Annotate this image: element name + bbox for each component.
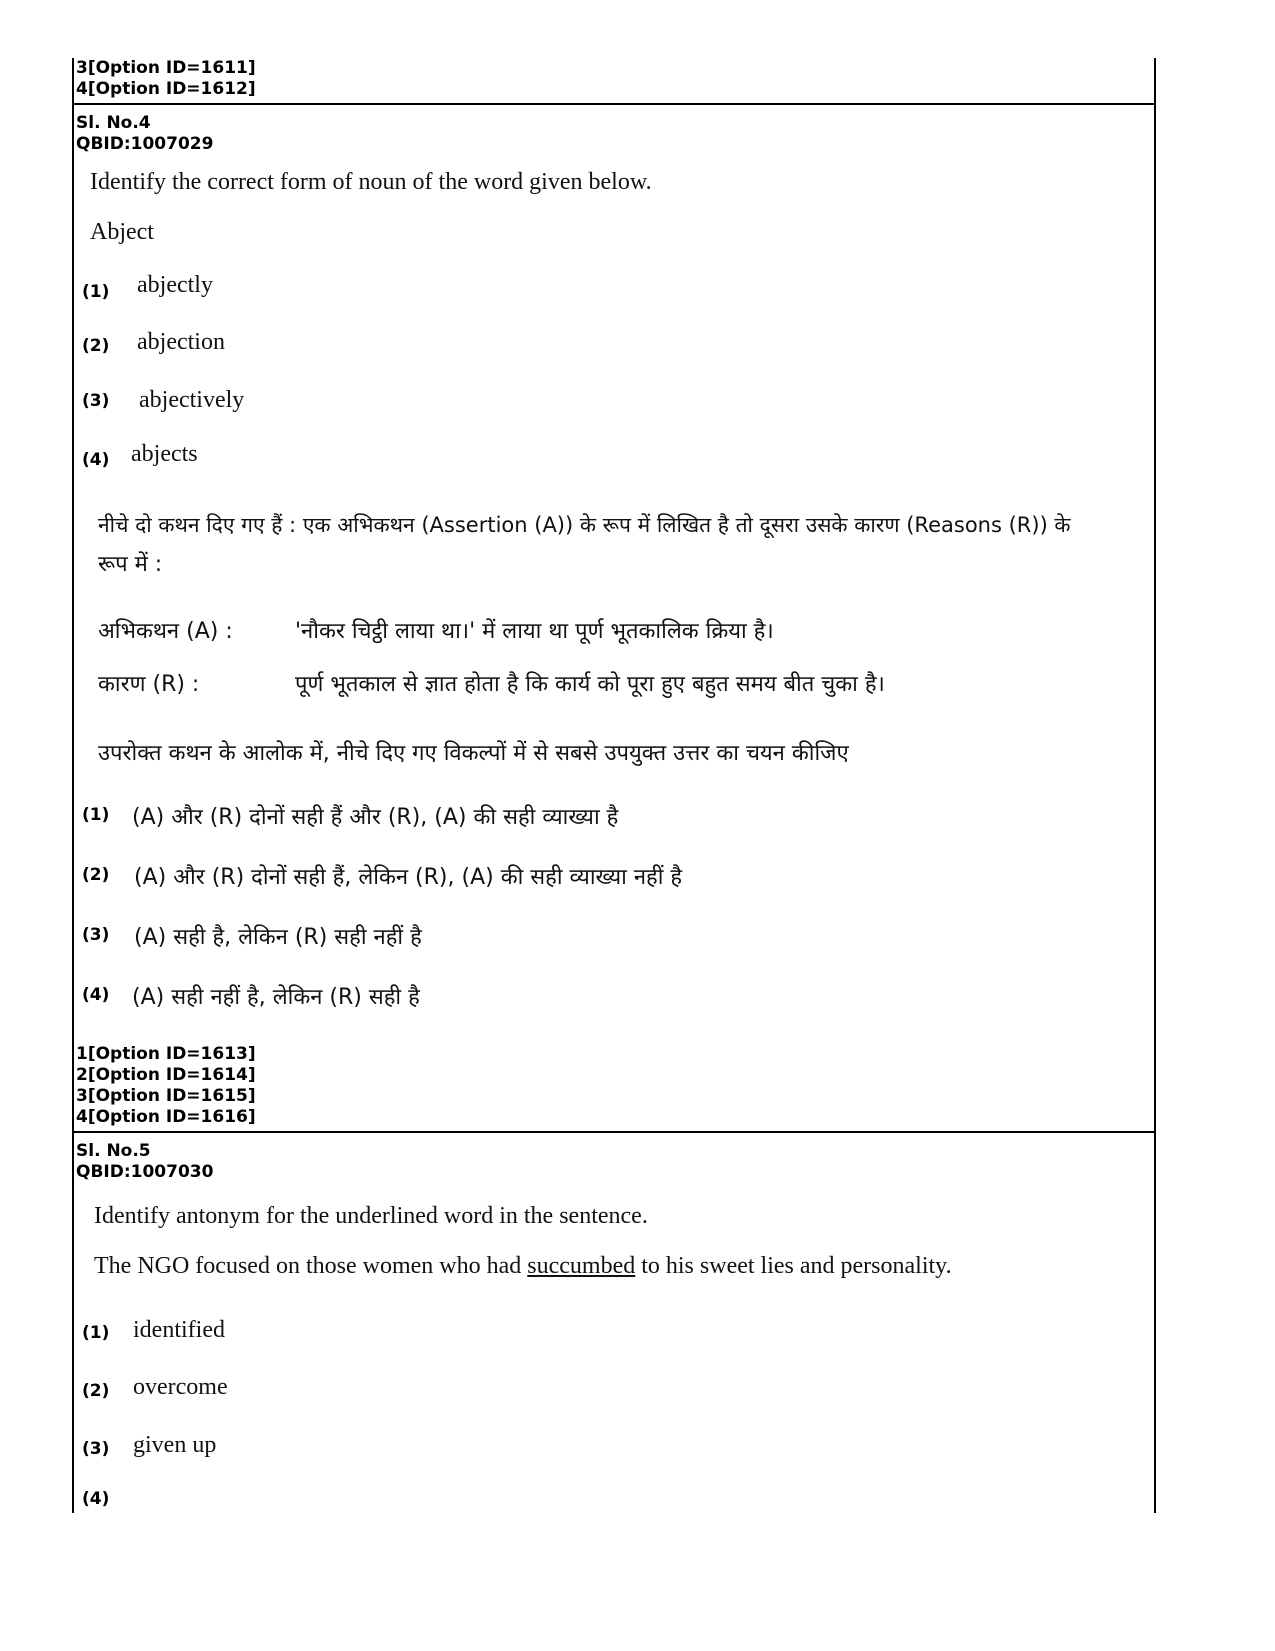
q5-prompt: Identify antonym for the underlined word in the sentence. <box>94 1203 648 1229</box>
q4-option-text: abjectively <box>139 387 245 413</box>
hindi-instruction: उपरोक्त कथन के आलोक में, नीचे दिए गए विकल्पों में से सबसे उपयुक्त उत्तर का चयन कीजिए <box>98 741 849 766</box>
reason-label: कारण (R) : <box>98 672 200 697</box>
q5-option-num: (4) <box>82 1489 110 1509</box>
q4-option-num: (4) <box>82 450 110 470</box>
q5-option-num: (3) <box>82 1439 110 1459</box>
q5-option-text: overcome <box>133 1374 228 1400</box>
divider-2 <box>72 1131 1156 1133</box>
underlined-word: succumbed <box>527 1253 636 1279</box>
hindi-intro-line1: नीचे दो कथन दिए गए हैं : एक अभिकथन (Assertion (A)) के रूप में लिखित है तो दूसरा उसके कारण (Reasons (R)) के <box>98 513 1071 537</box>
hindi-option-text: (A) और (R) दोनों सही हैं और (R), (A) की सही व्याख्या है <box>132 805 619 830</box>
option-id-line: 1[Option ID=1613] <box>76 1044 256 1064</box>
q4-prompt: Identify the correct form of noun of the word given below. <box>90 169 652 195</box>
hindi-option-num: (3) <box>82 925 110 945</box>
hindi-option-num: (4) <box>82 985 110 1005</box>
sentence-after: to his sweet lies and personality. <box>635 1253 952 1279</box>
q5-slno: Sl. No.5 <box>76 1141 151 1161</box>
q4-option-text: abjects <box>131 441 198 467</box>
hindi-option-text: (A) सही नहीं है, लेकिन (R) सही है <box>132 985 420 1010</box>
q4-option-num: (2) <box>82 336 110 356</box>
option-id-line: 4[Option ID=1616] <box>76 1107 256 1127</box>
option-id-line: 3[Option ID=1611] <box>76 58 256 78</box>
option-id-line: 4[Option ID=1612] <box>76 79 256 99</box>
hindi-option-num: (1) <box>82 805 110 825</box>
q5-option-text: identified <box>133 1317 225 1343</box>
hindi-option-text: (A) और (R) दोनों सही हैं, लेकिन (R), (A) की सही व्याख्या नहीं है <box>134 865 683 890</box>
q4-qbid: QBID:1007029 <box>76 134 214 154</box>
right-border <box>1154 58 1156 1513</box>
q5-qbid: QBID:1007030 <box>76 1162 214 1182</box>
q4-option-text: abjectly <box>137 272 213 298</box>
q4-option-text: abjection <box>137 329 225 355</box>
assertion-label: अभिकथन (A) : <box>98 619 233 644</box>
sentence-before: The NGO focused on those women who had <box>94 1253 528 1279</box>
divider-1 <box>72 103 1156 105</box>
assertion-text: 'नौकर चिट्ठी लाया था।' में लाया था पूर्ण भूतकालिक क्रिया है। <box>295 619 774 644</box>
q5-sentence <box>94 1253 952 1280</box>
reason-text: पूर्ण भूतकाल से ज्ञात होता है कि कार्य को पूरा हुए बहुत समय बीत चुका है। <box>295 672 885 697</box>
q4-option-num: (1) <box>82 282 110 302</box>
hindi-option-num: (2) <box>82 865 110 885</box>
left-border <box>72 58 74 1513</box>
q4-slno: Sl. No.4 <box>76 113 151 133</box>
q5-option-num: (2) <box>82 1381 110 1401</box>
hindi-option-text: (A) सही है, लेकिन (R) सही नहीं है <box>134 925 422 950</box>
q5-option-num: (1) <box>82 1323 110 1343</box>
q5-option-text: given up <box>133 1432 217 1458</box>
q4-word: Abject <box>90 219 154 245</box>
q4-option-num: (3) <box>82 391 110 411</box>
option-id-line: 3[Option ID=1615] <box>76 1086 256 1106</box>
hindi-intro-line2: रूप में : <box>98 552 163 577</box>
option-id-line: 2[Option ID=1614] <box>76 1065 256 1085</box>
